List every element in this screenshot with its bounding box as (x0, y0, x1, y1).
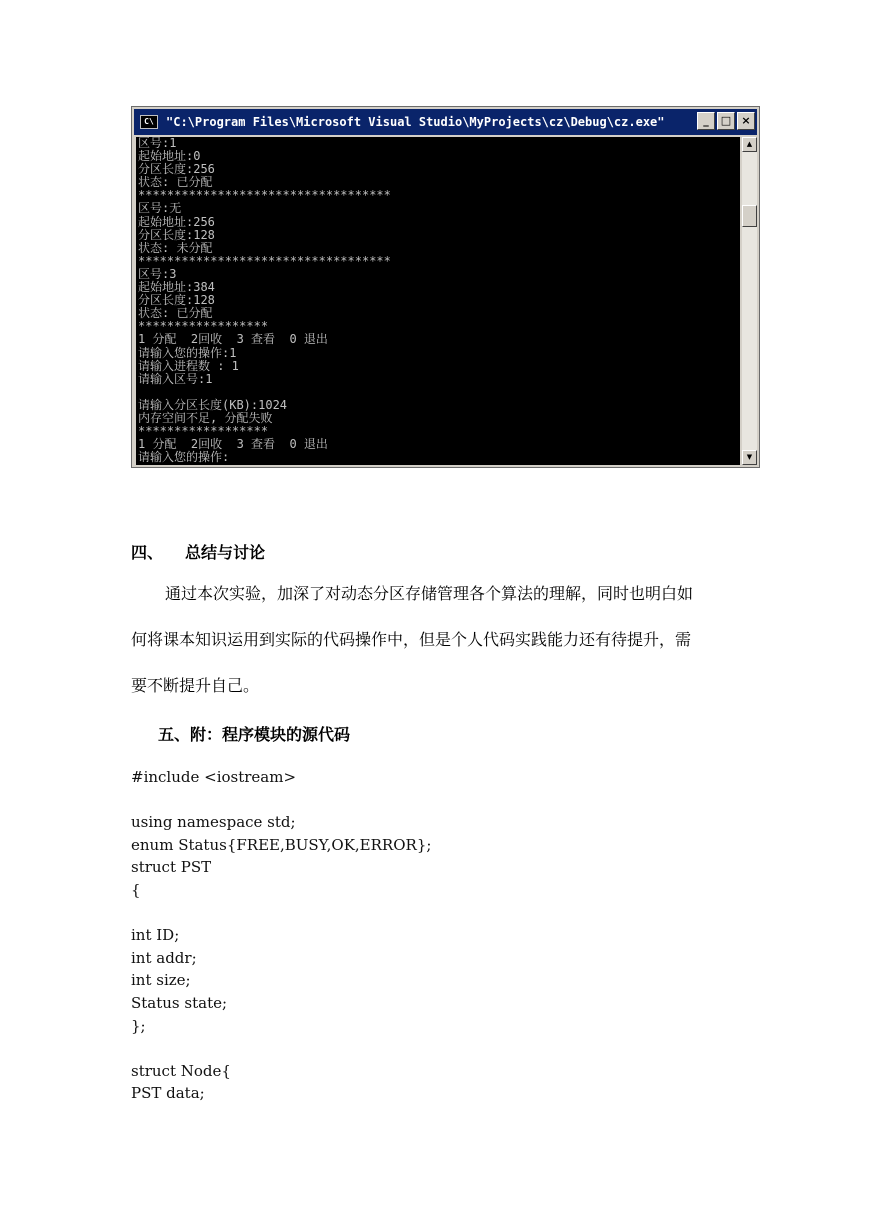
code-line: PST data; (131, 1084, 205, 1103)
section-4-heading (131, 540, 265, 563)
scroll-up-arrow-icon[interactable]: ▲ (742, 137, 757, 152)
code-line: int addr; (131, 948, 197, 967)
scroll-thumb[interactable] (742, 205, 757, 227)
console-line: 起始地址:384 (138, 280, 215, 295)
console-line: 区号:3 (138, 266, 177, 281)
code-line (131, 1037, 431, 1060)
console-line: 起始地址:256 (138, 214, 215, 229)
console-line: 请输入您的操作:1 (138, 345, 237, 360)
console-line: 区号:1 (138, 137, 177, 150)
console-line: 1 分配 2回收 3 查看 0 退出 (138, 437, 328, 452)
console-line: 状态: 已分配 (138, 175, 213, 190)
code-line: enum Status{FREE,BUSY,OK,ERROR}; (131, 835, 432, 854)
code-line: #include <iostream> (131, 768, 297, 786)
code-line: int size; (131, 971, 191, 990)
console-app-icon: C\ (140, 115, 158, 129)
console-line: 分区长度:256 (138, 162, 215, 177)
section-4-number: 四、 (131, 543, 164, 562)
console-scrollbar[interactable] (742, 137, 757, 465)
console-title: "C:\Program Files\Microsoft Visual Studio\MyProjects\cz\Debug\cz.exe" (166, 115, 665, 129)
console-line: 请输入区号:1 (138, 371, 213, 386)
console-line: 请输入进程数 : 1 (138, 358, 239, 373)
console-line: 分区长度:128 (138, 293, 215, 308)
scroll-down-arrow-icon[interactable]: ▼ (742, 450, 757, 465)
code-line (131, 902, 431, 925)
console-output (136, 137, 740, 465)
maximize-button[interactable]: □ (717, 112, 735, 130)
console-line: 区号:无 (138, 201, 182, 216)
console-line: ****************** (138, 319, 269, 334)
section-4-title: 总结与讨论 (185, 543, 266, 562)
code-line: int ID; (131, 926, 180, 945)
console-titlebar[interactable] (134, 109, 757, 135)
code-line: using namespace std; (131, 813, 296, 832)
console-line: 请输入您的操作: (138, 450, 230, 465)
console-window (131, 106, 760, 468)
summary-paragraph-line: 要不断提升自己。 (131, 676, 260, 695)
code-line: Status state; (131, 993, 228, 1012)
code-line: { (131, 880, 141, 899)
code-line: struct Node{ (131, 1061, 231, 1080)
console-line: 请输入分区长度(KB):1024 (138, 397, 288, 412)
console-line: ****************** (138, 424, 269, 439)
console-line: 状态: 已分配 (138, 306, 213, 321)
code-line (131, 789, 431, 812)
console-line: 1 分配 2回收 3 查看 0 退出 (138, 332, 328, 347)
console-line (136, 386, 740, 399)
summary-paragraph-line: 何将课本知识运用到实际的代码操作中，但是个人代码实践能力还有待提升，需 (131, 630, 692, 649)
console-line: 状态: 未分配 (138, 240, 213, 255)
summary-paragraph-line: 通过本次实验，加深了对动态分区存储管理各个算法的理解，同时也明白如 (165, 584, 694, 603)
source-code-block (131, 766, 431, 1105)
console-line: 内存空间不足, 分配失败 (138, 410, 273, 425)
close-button[interactable]: × (737, 112, 755, 130)
console-line: 分区长度:128 (138, 227, 215, 242)
code-line: struct PST (131, 858, 212, 877)
code-line: }; (131, 1016, 146, 1035)
console-line: 起始地址:0 (138, 149, 201, 164)
console-line: *********************************** (138, 253, 391, 268)
section-5-heading: 五、附：程序模块的源代码 (158, 725, 351, 744)
minimize-button[interactable]: _ (697, 112, 715, 130)
console-line: *********************************** (138, 188, 391, 203)
